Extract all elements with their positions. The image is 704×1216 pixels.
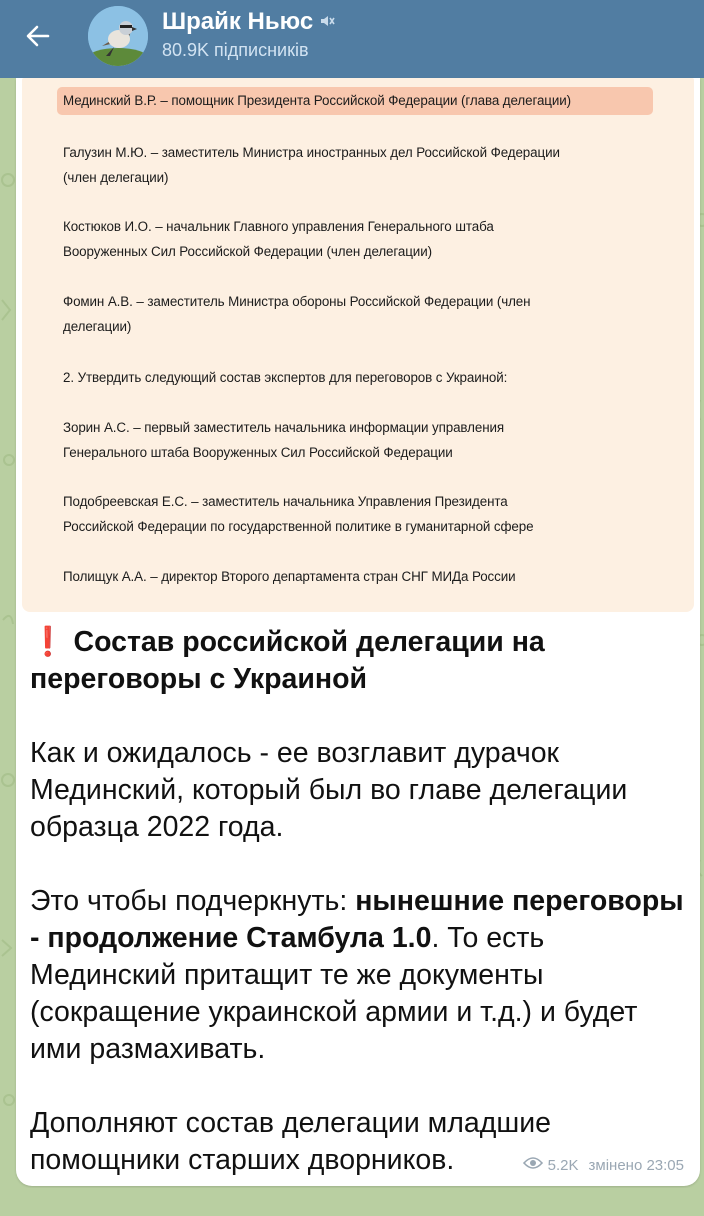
message-bubble[interactable] <box>16 78 700 1186</box>
doc-line: (член делегации) <box>63 170 169 185</box>
shrike-bird-icon <box>88 6 148 66</box>
doc-line: Подобреевская Е.С. – заместитель начальника Управления Президента <box>63 494 508 509</box>
paragraph-2-suffix: . То есть Мединский притащит те же документы (сокращение украинской армии и т.д.) и будет ими размахивать. <box>30 922 638 1065</box>
paragraph-2-prefix: Это чтобы подчеркнуть: <box>30 885 356 917</box>
view-count: 5.2K <box>547 1156 579 1174</box>
edited-timestamp: змінено 23:05 <box>588 1156 684 1174</box>
doc-line: Российской Федерации по государственной политике в гуманитарной сфере <box>63 519 534 534</box>
doc-line: Вооруженных Сил Российской Федерации (член делегации) <box>63 244 432 259</box>
message-text <box>30 624 694 1216</box>
doc-line: Полищук А.А. – директор Второго департамента стран СНГ МИДа России <box>63 569 516 584</box>
doc-line: Фомин А.В. – заместитель Министра обороны Российской Федерации (член <box>63 294 531 309</box>
doc-line: Зорин А.С. – первый заместитель начальника информации управления <box>63 420 505 435</box>
mute-icon <box>319 8 335 36</box>
eye-icon <box>523 1156 543 1174</box>
chat-header <box>0 0 704 78</box>
headline-text: Состав российской делегации на переговоры с Украиной <box>30 626 545 695</box>
doc-line: Костюков И.О. – начальник Главного управления Генерального штаба <box>63 219 494 234</box>
paragraph-3: Дополняют состав делегации младшие помощники старших дворников. <box>30 1107 552 1176</box>
doc-line: Мединский В.Р. – помощник Президента Российской Федерации (глава делегации) <box>63 93 571 108</box>
headline <box>30 624 694 698</box>
exclamation-icon: ❗ <box>30 626 66 658</box>
channel-name: Шрайк Ньюс <box>162 8 314 35</box>
channel-title[interactable] <box>162 8 335 36</box>
paragraph-2 <box>30 883 694 1068</box>
document-photo[interactable] <box>22 78 694 612</box>
back-button[interactable] <box>18 16 58 56</box>
channel-avatar[interactable] <box>88 6 148 66</box>
doc-line: Генерального штаба Вооруженных Сил Российской Федерации <box>63 445 453 460</box>
doc-line: Галузин М.Ю. – заместитель Министра иностранных дел Российской Федерации <box>63 145 560 160</box>
arrow-left-icon <box>24 22 52 50</box>
chat-bottom <box>0 1188 704 1200</box>
message-meta <box>523 1156 684 1174</box>
paragraph-1: Как и ожидалось - ее возглавит дурачок Мединский, который был во главе делегации образца 2022 года. <box>30 737 628 843</box>
doc-line: делегации) <box>63 319 132 334</box>
paragraph-2-bold: нынешние переговоры - продолжение Стамбула 1.0 <box>30 885 684 954</box>
subscriber-count: 80.9K підписників <box>162 40 309 60</box>
doc-line: 2. Утвердить следующий состав экспертов для переговоров с Украиной: <box>63 370 508 385</box>
